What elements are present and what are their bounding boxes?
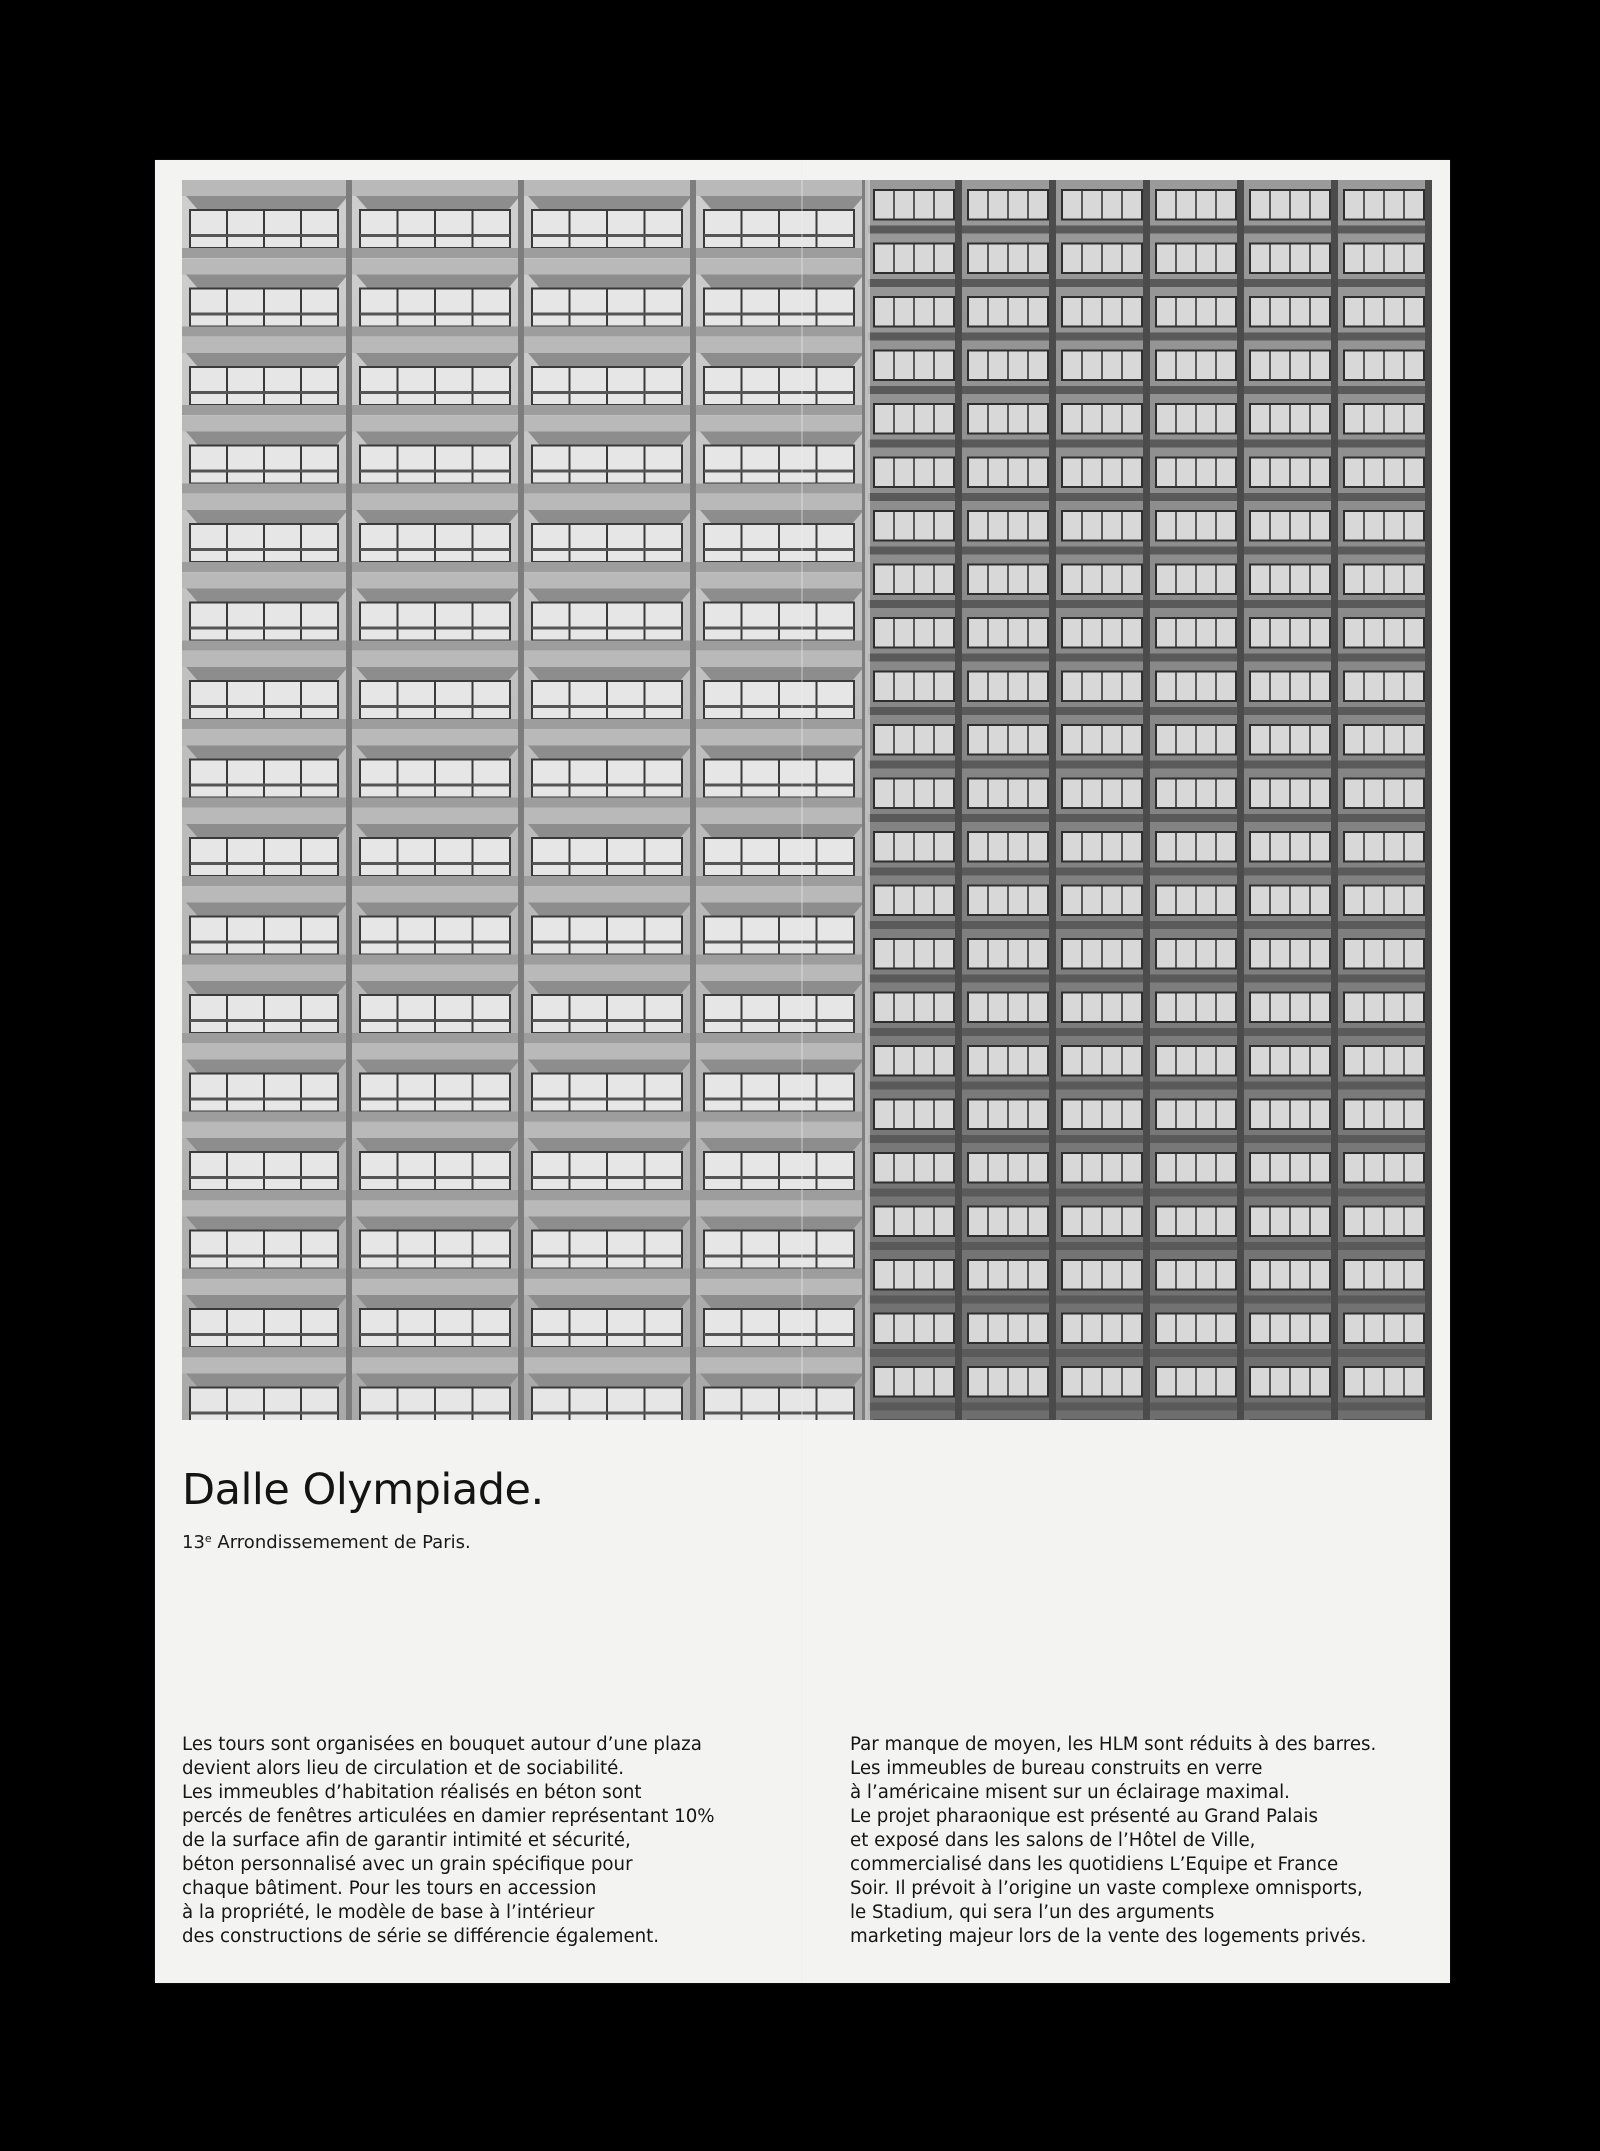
body-line: et exposé dans les salons de l’Hôtel de Ville, [850, 1830, 1256, 1851]
subtitle-text: Arrondissemement de Paris. [211, 1532, 471, 1553]
body-column-right [850, 1733, 1450, 1949]
body-line: chaque bâtiment. Pour les tours en accession [182, 1878, 597, 1899]
page-title: Dalle Olympiade. [182, 1465, 544, 1515]
body-line: à la propriété, le modèle de base à l’intérieur [182, 1902, 595, 1923]
page-subtitle [182, 1532, 471, 1553]
body-column-left [182, 1733, 782, 1949]
body-line: percés de fenêtres articulées en damier représentant 10% [182, 1806, 715, 1827]
body-line: Les immeubles d’habitation réalisés en béton sont [182, 1782, 642, 1803]
subtitle-number: 13 [182, 1532, 205, 1553]
body-line: commercialisé dans les quotidiens L’Equipe et France [850, 1854, 1339, 1875]
printed-sheet [155, 160, 1450, 1983]
body-line: des constructions de série se différencie également. [182, 1926, 660, 1947]
body-line: à l’américaine misent sur un éclairage maximal. [850, 1782, 1290, 1803]
body-line: Les immeubles de bureau construits en verre [850, 1758, 1263, 1779]
body-line: marketing majeur lors de la vente des logements privés. [850, 1926, 1367, 1947]
body-line: le Stadium, qui sera l’un des arguments [850, 1902, 1215, 1923]
facade-photograph [182, 180, 1432, 1420]
subtitle-superscript: e [204, 1532, 212, 1545]
paper-fold [801, 160, 803, 1983]
body-line: devient alors lieu de circulation et de sociabilité. [182, 1758, 625, 1779]
body-line: Par manque de moyen, les HLM sont réduits à des barres. [850, 1734, 1377, 1755]
body-line: béton personnalisé avec un grain spécifique pour [182, 1854, 633, 1875]
facade-illustration [182, 180, 1432, 1420]
body-line: de la surface afin de garantir intimité et sécurité, [182, 1830, 631, 1851]
body-line: Soir. Il prévoit à l’origine un vaste complexe omnisports, [850, 1878, 1363, 1899]
body-line: Le projet pharaonique est présenté au Grand Palais [850, 1806, 1319, 1827]
body-line: Les tours sont organisées en bouquet autour d’une plaza [182, 1734, 702, 1755]
